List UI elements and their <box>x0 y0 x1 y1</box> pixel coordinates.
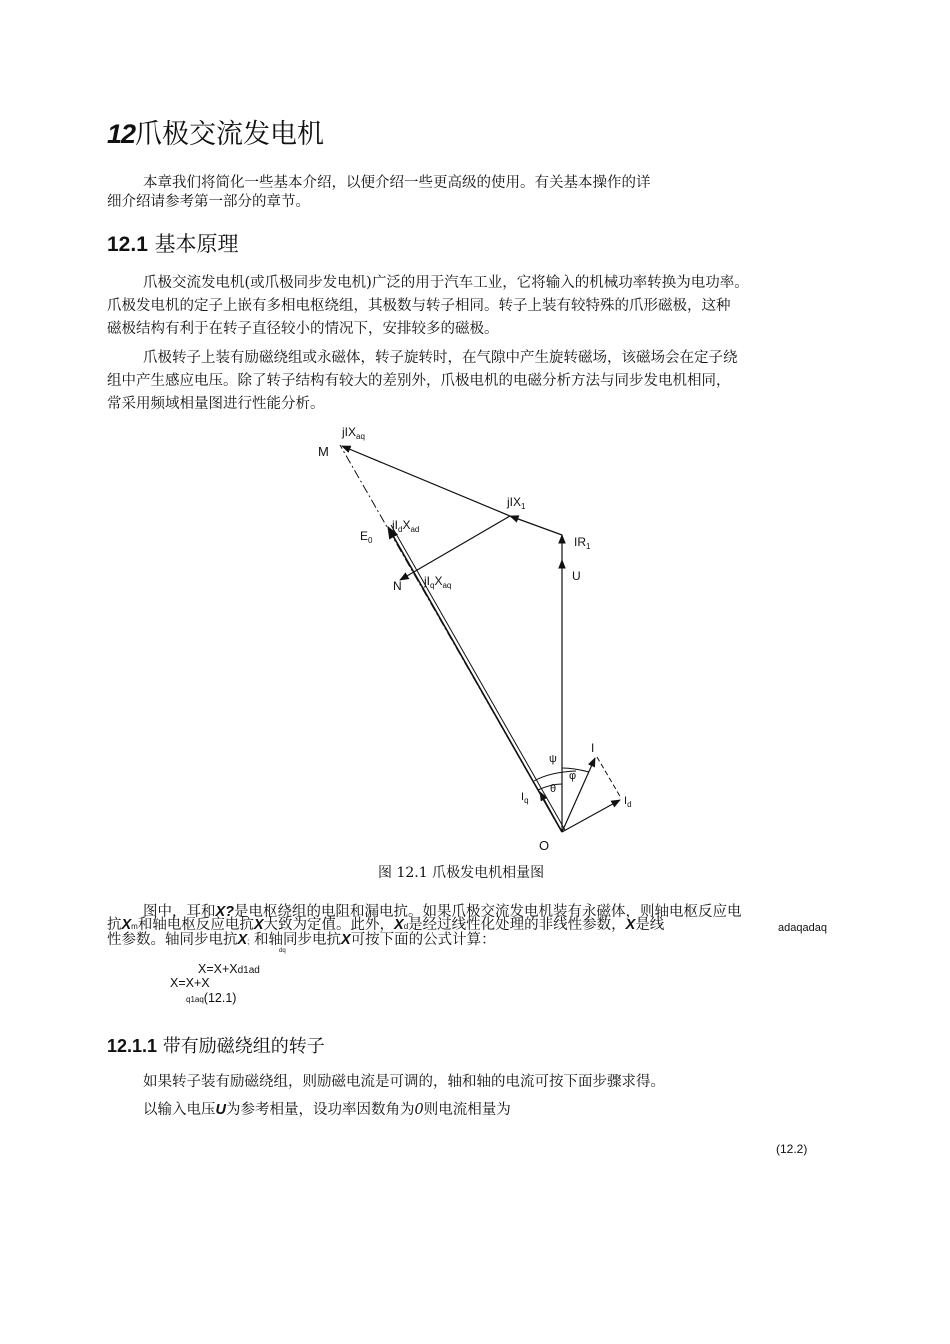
subsection-title: 带有励磁绕组的转子 <box>162 1036 325 1057</box>
section-heading <box>107 228 239 258</box>
label-o: O <box>539 838 550 853</box>
para1-line-3: 磁极结构有利于在转子直径较小的情况下，安排较多的磁极。 <box>107 321 499 337</box>
label-ir1: $IR_1$ <box>574 535 591 551</box>
label-u: U <box>572 569 581 583</box>
label-jixaq: jIX$_{aq}$ <box>342 425 365 441</box>
label-jiqxaq: $jI_qX_{aq}$ <box>424 574 452 590</box>
iq-phasor <box>540 792 562 832</box>
para3-subscripts: adaqadaq <box>778 922 827 934</box>
i-id-projection <box>597 757 621 798</box>
label-n: N <box>393 579 402 593</box>
e0-phasor-inner <box>391 525 565 830</box>
para2-line-3: 常采用频域相量图进行性能分析。 <box>107 396 325 412</box>
label-theta: θ <box>550 783 557 795</box>
equation1-line-2: X=X+X <box>170 976 210 990</box>
section-number: 12.1 <box>107 233 148 256</box>
subsection-heading <box>107 1032 325 1058</box>
equation2-number: (12.2) <box>776 1142 808 1156</box>
para5: 以输入电压U为参考相量，设功率因数角为0则电流相量为 <box>143 1102 511 1118</box>
para3-dq-subscript: dq <box>279 948 286 954</box>
equation1-line-1: X=X+Xd1ad <box>198 962 260 976</box>
label-psi: ψ <box>549 753 557 765</box>
para3-line-2: 抗Xm和轴电枢反应电抗X大致为定值。此外，Xd是经过线性化处理的非线性参数，X是线 <box>107 917 665 933</box>
jix1-phasor <box>510 516 562 535</box>
jixaq-phasor <box>342 446 510 516</box>
section-title: 基本原理 <box>154 232 239 256</box>
para3-line-3: 性参数。轴同步电抗X; 和轴同步电抗X可按下面的公式计算： <box>107 932 496 948</box>
para3-line-1: 图中，耳和X?是电枢绕组的电阻和漏电抗。如果爪极交流发电机装有永磁体，则轴电枢反应电 <box>143 904 742 920</box>
para2-line-1: 爪极转子上装有励磁绕组或永磁体，转子旋转时，在气隙中产生旋转磁场，该磁场会在定子绕 <box>143 350 738 366</box>
label-e0: $E_0$ <box>360 529 373 545</box>
i-phasor <box>562 758 595 832</box>
figure-caption: 图 12.1 爪极发电机相量图 <box>378 865 545 881</box>
chapter-number: 12 <box>107 119 136 149</box>
chapter-heading <box>107 112 324 151</box>
para4: 如果转子装有励磁绕组，则励磁电流是可调的，轴和轴的电流可按下面步骤求得。 <box>143 1074 665 1090</box>
label-phi: φ <box>569 770 577 782</box>
para1-line-2: 爪极发电机的定子上嵌有多相电枢绕组，其极数与转子相同。转子上装有较特殊的爪形磁极，这种 <box>107 298 731 314</box>
intro-line-2: 细介绍请参考第一部分的章节。 <box>107 194 310 210</box>
intro-line-1: 本章我们将简化一些基本介绍，以便介绍一些更高级的使用。有关基本操作的详 <box>143 175 651 191</box>
label-id: $I_d$ <box>624 795 632 809</box>
subsection-number: 12.1.1 <box>107 1036 158 1056</box>
equation1-line-3: q1aq(12.1) <box>186 991 237 1005</box>
om-dashdot-line <box>340 445 562 832</box>
chapter-title: 爪极交流发电机 <box>135 119 325 150</box>
para2-line-2: 组中产生感应电压。除了转子结构有较大的差别外，爪极电机的电磁分析方法与同步发电机相同， <box>107 373 731 389</box>
label-iq: $I_q$ <box>521 791 529 805</box>
label-jix1: jIX$_1$ <box>507 495 526 511</box>
id-phasor <box>562 800 620 832</box>
label-jidxad: $jI_dX_{ad}$ <box>392 518 420 534</box>
label-i: I <box>591 741 595 755</box>
phasor-diagram <box>300 420 660 860</box>
label-m: M <box>318 444 329 459</box>
para1-line-1: 爪极交流发电机(或爪极同步发电机)广泛的用于汽车工业，它将输入的机械功率转换为电功率。 <box>143 275 749 291</box>
